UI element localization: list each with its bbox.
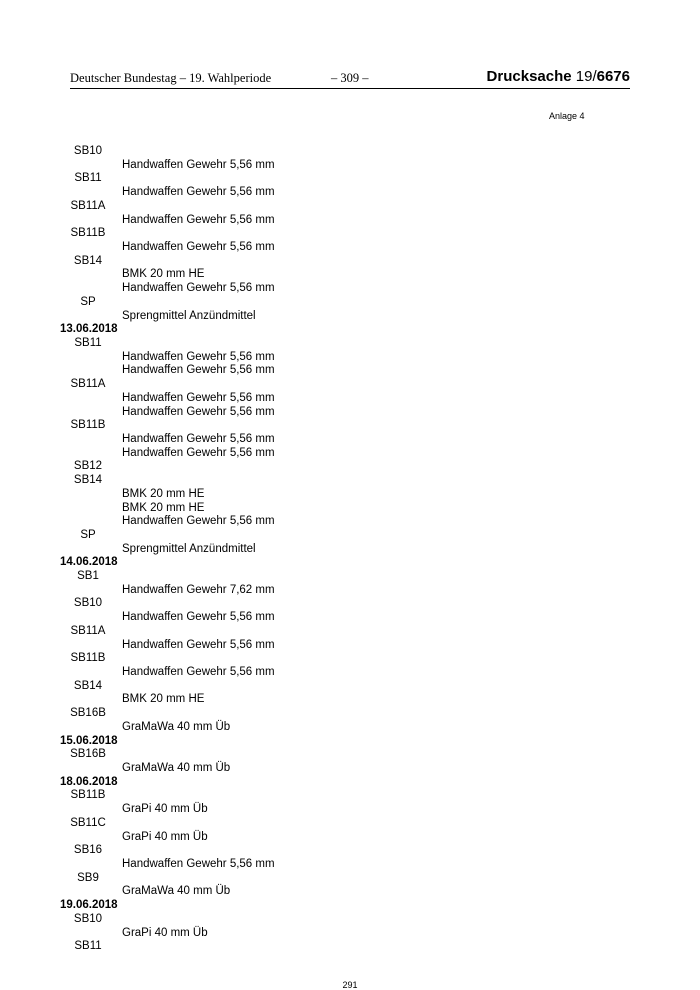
header-page-number: – 309 – — [331, 71, 369, 85]
sb-code: SB14 — [73, 254, 103, 267]
list-item: GraPi 40 mm Üb — [122, 926, 208, 939]
list-item: Handwaffen Gewehr 7,62 mm — [122, 583, 275, 596]
list-item: Handwaffen Gewehr 5,56 mm — [122, 241, 275, 253]
sb-code: SB11B — [70, 789, 106, 802]
sb-code: SB9 — [77, 871, 99, 884]
date-heading: 14.06.2018 — [60, 556, 118, 569]
sb-code: SP — [80, 295, 96, 308]
header-title: Deutscher Bundestag – 19. Wahlperiode — [70, 71, 272, 85]
list-item: Handwaffen Gewehr 5,56 mm — [122, 282, 275, 295]
sb-code: SB14 — [73, 474, 103, 486]
list-item: GraMaWa 40 mm Üb — [122, 720, 231, 733]
doc-label: Drucksache — [486, 68, 576, 85]
list-item: Handwaffen Gewehr 5,56 mm — [122, 391, 275, 404]
list-item: Handwaffen Gewehr 5,56 mm — [122, 213, 275, 226]
list-item: GraPi 40 mm Üb — [122, 803, 208, 816]
sb-code: SB12 — [73, 460, 103, 473]
list-item: Handwaffen Gewehr 5,56 mm — [122, 158, 275, 171]
sb-code: SP — [80, 528, 96, 541]
sb-code: SB11A — [70, 624, 106, 637]
sb-code: SB11A — [70, 199, 106, 212]
doc-number-bold: 6676 — [596, 68, 630, 85]
list-item: Handwaffen Gewehr 5,56 mm — [122, 405, 275, 418]
list-item: GraPi 40 mm Üb — [122, 830, 208, 843]
list-item: Handwaffen Gewehr 5,56 mm — [122, 515, 275, 528]
sb-code: SB1 — [77, 570, 99, 582]
sb-code: SB11A — [70, 378, 106, 391]
sb-code: SB16B — [70, 748, 106, 761]
list-item: Handwaffen Gewehr 5,56 mm — [122, 186, 275, 199]
list-item: Handwaffen Gewehr 5,56 mm — [122, 446, 275, 459]
list-item: Handwaffen Gewehr 5,56 mm — [122, 638, 275, 651]
date-heading: 18.06.2018 — [60, 775, 118, 788]
list-item: Handwaffen Gewehr 5,56 mm — [122, 350, 275, 363]
date-heading: 13.06.2018 — [60, 323, 118, 336]
sb-code: SB11 — [74, 172, 102, 185]
sb-code: SB10 — [73, 912, 103, 925]
list-item: GraMaWa 40 mm Üb — [122, 885, 231, 898]
list-item: Sprengmittel Anzündmittel — [122, 309, 256, 322]
date-heading: 19.06.2018 — [60, 899, 118, 912]
list-item: Handwaffen Gewehr 5,56 mm — [122, 666, 275, 678]
sb-code: SB11C — [70, 816, 106, 829]
annex-label: Anlage 4 — [549, 111, 585, 121]
list-item: Handwaffen Gewehr 5,56 mm — [122, 611, 275, 624]
list-item: BMK 20 mm HE — [122, 693, 205, 706]
date-heading: 15.06.2018 — [60, 734, 118, 747]
doc-prefix: 19/ — [575, 68, 597, 85]
sb-code: SB16B — [70, 707, 106, 720]
list-item: BMK 20 mm HE — [122, 268, 205, 281]
list-item: GraMaWa 40 mm Üb — [122, 762, 231, 774]
list-item: BMK 20 mm HE — [122, 487, 205, 500]
sb-code: SB10 — [73, 145, 103, 157]
list-item: Handwaffen Gewehr 5,56 mm — [122, 857, 275, 870]
footer-page-number: 291 — [342, 980, 358, 990]
sb-code: SB11B — [70, 652, 106, 665]
sb-code: SB11B — [70, 227, 106, 240]
sb-code: SB11 — [74, 940, 102, 953]
header-document-number — [487, 68, 630, 85]
header-divider — [70, 88, 630, 89]
doc-number — [576, 68, 630, 85]
list-item: BMK 20 mm HE — [122, 501, 205, 514]
list-item: Handwaffen Gewehr 5,56 mm — [122, 432, 275, 445]
list-item: Handwaffen Gewehr 5,56 mm — [122, 364, 275, 377]
sb-code: SB10 — [73, 597, 103, 610]
sb-code: SB14 — [73, 679, 103, 692]
sb-code: SB16 — [73, 844, 103, 857]
sb-code: SB11 — [74, 336, 102, 349]
list-item: Sprengmittel Anzündmittel — [122, 542, 256, 555]
sb-code: SB11B — [70, 419, 106, 432]
